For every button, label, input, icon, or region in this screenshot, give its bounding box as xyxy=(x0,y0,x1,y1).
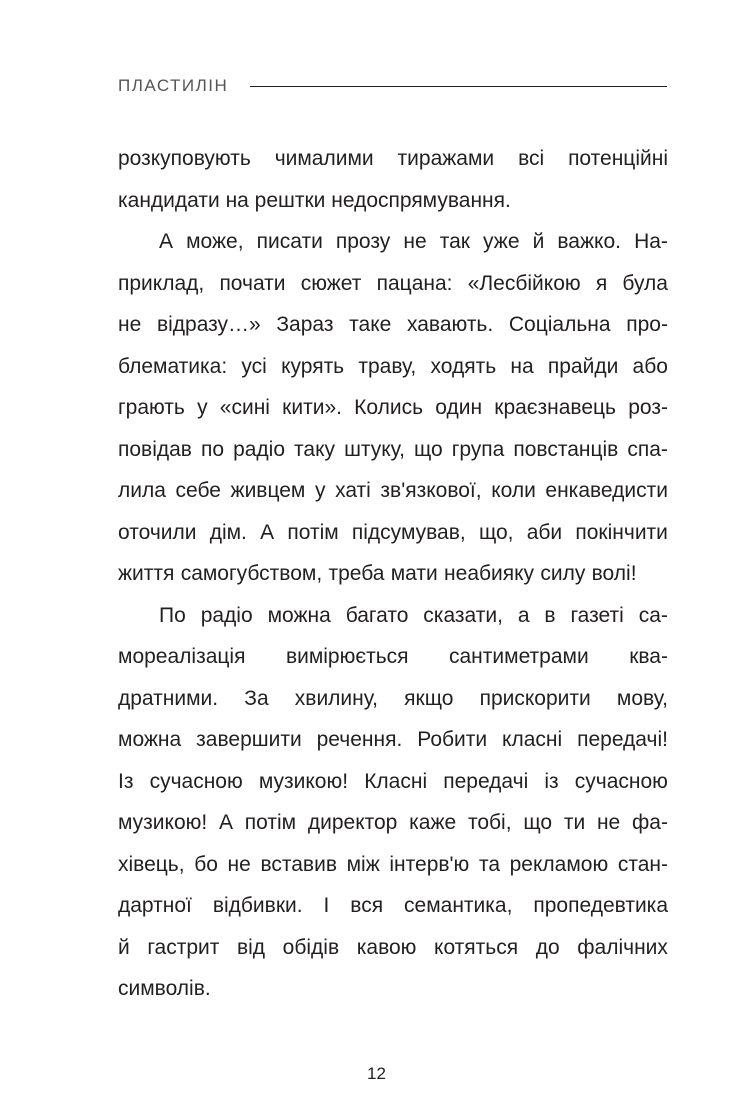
word: радіо xyxy=(200,603,253,627)
word: відразу…» xyxy=(156,313,261,336)
word: між xyxy=(346,852,380,876)
text-line xyxy=(118,802,668,844)
word: блематика: xyxy=(118,354,228,378)
word: усі xyxy=(241,354,267,378)
word: до xyxy=(535,935,560,959)
text-line xyxy=(118,180,668,222)
text-line xyxy=(118,263,668,305)
text-line xyxy=(118,304,668,346)
word: дартної xyxy=(118,894,192,917)
word: обідів xyxy=(282,935,340,959)
word: А xyxy=(219,811,234,834)
word: таке xyxy=(349,313,392,336)
word: що, xyxy=(478,520,514,544)
word: Із xyxy=(118,769,134,793)
text-line xyxy=(118,844,668,886)
word: тобі, xyxy=(467,811,512,834)
word: по xyxy=(200,437,225,461)
word: від xyxy=(236,935,266,959)
word: себе xyxy=(175,479,221,502)
word: фа- xyxy=(632,811,668,834)
word: тиражами xyxy=(397,147,495,170)
word: енкаведисти xyxy=(545,479,668,502)
page-number: 12 xyxy=(367,1064,386,1083)
word: не xyxy=(118,313,142,336)
word: можна xyxy=(267,603,331,627)
word: курять xyxy=(281,354,345,378)
word: зв'язкової, xyxy=(380,479,482,502)
word: передачі xyxy=(443,769,529,793)
word: повстанців xyxy=(513,437,619,461)
word: Робити xyxy=(417,728,488,751)
text-line xyxy=(118,719,668,761)
word: потенційні xyxy=(568,147,668,170)
word: сюжет xyxy=(300,271,362,295)
word: аби xyxy=(526,520,563,544)
word: речення. xyxy=(316,728,403,751)
word: На- xyxy=(634,230,668,253)
word: А xyxy=(159,230,174,253)
word: й xyxy=(118,935,130,959)
text-line xyxy=(118,138,668,180)
word: передачі! xyxy=(577,728,668,751)
text-line xyxy=(118,761,668,803)
text-line xyxy=(118,927,668,969)
text-line xyxy=(118,678,668,720)
word: прайди xyxy=(547,354,619,378)
word: хаті xyxy=(335,479,371,502)
word: покінчити xyxy=(575,520,668,544)
word: уже xyxy=(483,230,520,253)
word: лила xyxy=(118,479,166,502)
word: рекламою xyxy=(509,852,609,876)
text-line xyxy=(118,512,668,554)
word: са- xyxy=(638,603,668,627)
word: що xyxy=(413,437,443,461)
word: дім. xyxy=(209,520,247,544)
word: вся xyxy=(350,894,384,917)
word: котяться xyxy=(434,935,519,959)
text-line xyxy=(118,595,668,637)
text-line xyxy=(118,470,668,512)
word: прискорити xyxy=(479,686,591,710)
word: не xyxy=(403,230,427,253)
word: а xyxy=(517,603,530,627)
word: дратними. xyxy=(118,686,219,710)
word: писати xyxy=(256,230,323,253)
body-text xyxy=(118,138,668,1010)
word: «сині xyxy=(219,396,270,419)
word: ти xyxy=(563,811,586,834)
word: кавою xyxy=(356,935,417,959)
word: силу xyxy=(540,562,586,585)
text-line xyxy=(118,885,668,927)
word: траву, xyxy=(358,354,417,378)
word: А xyxy=(260,520,275,544)
word: пропедевтика xyxy=(533,894,668,917)
word: у xyxy=(197,396,208,419)
word: семантика, xyxy=(404,894,513,917)
word: коли xyxy=(491,479,536,502)
text-line xyxy=(118,553,668,595)
word: мореалізація xyxy=(118,645,246,668)
word: «Лесбійкою xyxy=(467,271,581,295)
word: штуку, xyxy=(344,437,405,461)
word: директор xyxy=(307,811,398,834)
running-title: ПЛАСТИЛІН xyxy=(118,76,229,95)
word: фалічних xyxy=(577,935,668,959)
word: музикою! xyxy=(258,769,349,793)
word: чималими xyxy=(274,147,374,170)
word: один xyxy=(435,396,483,419)
word: сказати, xyxy=(423,603,503,627)
word: із xyxy=(544,769,559,793)
word: на xyxy=(510,354,534,378)
word: що xyxy=(523,811,553,834)
word: ква- xyxy=(629,645,668,668)
word: так xyxy=(439,230,470,253)
word: або xyxy=(632,354,668,378)
word: музикою! xyxy=(118,811,208,834)
word: сучасною xyxy=(574,769,668,793)
word: ходять xyxy=(430,354,497,378)
word: інтерв'ю xyxy=(389,852,470,876)
word: оточили xyxy=(118,520,197,544)
word: волі! xyxy=(591,562,637,585)
word: За xyxy=(244,686,269,710)
word: Класні xyxy=(364,769,428,793)
word: була xyxy=(622,271,668,295)
word: бо xyxy=(194,852,218,876)
word: прозу xyxy=(335,230,391,253)
word: мати xyxy=(390,562,438,585)
word: самогубством, xyxy=(180,562,323,585)
word: хівець, xyxy=(118,852,185,876)
word: життя xyxy=(118,562,175,585)
text-line xyxy=(118,429,668,471)
word: в xyxy=(544,603,556,627)
word: завершити xyxy=(196,728,302,751)
word: грають xyxy=(118,396,185,419)
word: вставив xyxy=(260,852,337,876)
word: стан- xyxy=(617,852,668,876)
word: можна xyxy=(118,728,182,751)
word: приклад, xyxy=(118,271,205,295)
word: каже xyxy=(409,811,457,834)
word: неабияку xyxy=(444,562,535,585)
word: радіо xyxy=(233,437,286,461)
word: кандидати на рештки недоспрямування. xyxy=(118,188,511,212)
word: живцем xyxy=(230,479,306,502)
word: символів. xyxy=(118,977,211,1000)
word: краєзнавець xyxy=(494,396,616,419)
word: хавають. xyxy=(406,313,494,336)
word: відбивки. xyxy=(212,894,303,917)
word: пацана: xyxy=(376,271,453,295)
word: потім xyxy=(244,811,297,834)
text-line xyxy=(118,387,668,429)
word: й xyxy=(532,230,545,253)
word: всі xyxy=(518,147,545,170)
word: та xyxy=(478,852,500,876)
word: І xyxy=(323,894,330,917)
word: сучасною xyxy=(149,769,243,793)
word: багато xyxy=(345,603,409,627)
word: я xyxy=(595,271,608,295)
word: не xyxy=(227,852,251,876)
word: не xyxy=(596,811,621,834)
word: таку xyxy=(294,437,336,461)
word: розкуповують xyxy=(118,147,251,170)
word: гастрит xyxy=(147,935,220,959)
running-head xyxy=(118,74,667,100)
word: потім xyxy=(287,520,339,544)
word: треба xyxy=(328,562,385,585)
word: газеті xyxy=(570,603,624,627)
word: група xyxy=(451,437,505,461)
word: класні xyxy=(502,728,563,751)
text-line xyxy=(118,636,668,678)
word: про- xyxy=(626,313,668,336)
word: якщо xyxy=(404,686,454,710)
word: хвилину, xyxy=(294,686,378,710)
word: у xyxy=(314,479,326,502)
word: По xyxy=(159,603,186,627)
word: почати xyxy=(219,271,286,295)
word: спа- xyxy=(627,437,668,461)
word: мову, xyxy=(616,686,668,710)
word: важко. xyxy=(557,230,621,253)
word: кити». xyxy=(282,396,342,419)
word: може, xyxy=(186,230,244,253)
word: роз- xyxy=(628,396,668,419)
text-line xyxy=(118,346,668,388)
word: Колись xyxy=(354,396,424,419)
word: повідав xyxy=(118,437,192,461)
text-line xyxy=(118,221,668,263)
header-rule xyxy=(250,86,667,87)
text-line xyxy=(118,968,668,1010)
word: Соціальна xyxy=(508,313,611,336)
word: підсумував, xyxy=(351,520,466,544)
word: сантиметрами xyxy=(449,645,589,668)
word: Зараз xyxy=(276,313,334,336)
word: вимірюється xyxy=(285,645,409,668)
